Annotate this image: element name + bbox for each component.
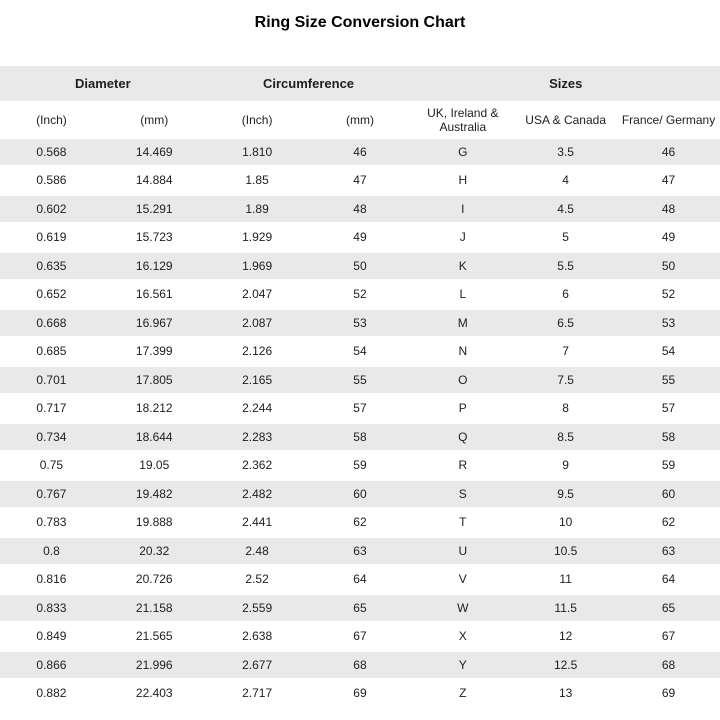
table-cell: V [411, 567, 514, 593]
table-row [0, 624, 720, 650]
table-cell: 58 [617, 424, 720, 450]
table-cell: 68 [309, 652, 412, 678]
column-header: France/ Germany [617, 104, 720, 136]
header-group-row [0, 66, 720, 101]
table-cell: 20.726 [103, 567, 206, 593]
table-cell: 2.047 [206, 282, 309, 308]
table-row [0, 396, 720, 422]
table-cell: 64 [309, 567, 412, 593]
table-cell: 3.5 [514, 139, 617, 165]
table-cell: 16.561 [103, 282, 206, 308]
table-row [0, 595, 720, 621]
table-cell: 49 [617, 225, 720, 251]
table-cell: T [411, 510, 514, 536]
table-cell: 10.5 [514, 538, 617, 564]
column-header: (Inch) [0, 104, 103, 136]
table-cell: 0.849 [0, 624, 103, 650]
table-cell: 57 [309, 396, 412, 422]
column-header: (Inch) [206, 104, 309, 136]
table-cell: 14.884 [103, 168, 206, 194]
table-cell: 5 [514, 225, 617, 251]
table-cell: X [411, 624, 514, 650]
table-cell: 55 [309, 367, 412, 393]
table-row [0, 567, 720, 593]
table-cell: 54 [309, 339, 412, 365]
table-cell: 10 [514, 510, 617, 536]
table-cell: K [411, 253, 514, 279]
table-cell: 52 [617, 282, 720, 308]
table-cell: 12.5 [514, 652, 617, 678]
table-cell: 68 [617, 652, 720, 678]
table-cell: 46 [309, 139, 412, 165]
table-cell: 0.602 [0, 196, 103, 222]
table-cell: J [411, 225, 514, 251]
table-cell: 64 [617, 567, 720, 593]
table-header [0, 66, 720, 136]
table-cell: 18.212 [103, 396, 206, 422]
table-cell: 0.783 [0, 510, 103, 536]
table-cell: 0.668 [0, 310, 103, 336]
table-cell: P [411, 396, 514, 422]
table-cell: 50 [617, 253, 720, 279]
table-cell: 0.586 [0, 168, 103, 194]
table-row [0, 168, 720, 194]
table-cell: 0.568 [0, 139, 103, 165]
table-cell: 15.723 [103, 225, 206, 251]
table-cell: 46 [617, 139, 720, 165]
table-cell: 0.8 [0, 538, 103, 564]
table-cell: 48 [617, 196, 720, 222]
table-cell: 4 [514, 168, 617, 194]
table-cell: 1.85 [206, 168, 309, 194]
table-cell: 2.717 [206, 681, 309, 707]
header-column-row [0, 104, 720, 136]
table-row [0, 510, 720, 536]
header-group-diameter: Diameter [0, 66, 206, 101]
table-cell: Z [411, 681, 514, 707]
table-cell: 8.5 [514, 424, 617, 450]
table-cell: 65 [617, 595, 720, 621]
table-cell: 57 [617, 396, 720, 422]
table-row [0, 453, 720, 479]
table-cell: 2.244 [206, 396, 309, 422]
table-cell: 0.734 [0, 424, 103, 450]
table-cell: 60 [309, 481, 412, 507]
table-row [0, 538, 720, 564]
table-cell: 1.969 [206, 253, 309, 279]
table-cell: 0.701 [0, 367, 103, 393]
table-cell: 5.5 [514, 253, 617, 279]
table-row [0, 681, 720, 707]
table-row [0, 481, 720, 507]
table-cell: 4.5 [514, 196, 617, 222]
table-cell: Y [411, 652, 514, 678]
table-cell: 49 [309, 225, 412, 251]
table-cell: 12 [514, 624, 617, 650]
table-cell: 47 [617, 168, 720, 194]
table-cell: W [411, 595, 514, 621]
table-cell: 60 [617, 481, 720, 507]
table-body [0, 139, 720, 706]
header-group-circumference: Circumference [206, 66, 412, 101]
table-cell: 20.32 [103, 538, 206, 564]
table-cell: 69 [309, 681, 412, 707]
table-cell: 2.559 [206, 595, 309, 621]
table-cell: 62 [617, 510, 720, 536]
table-cell: 0.866 [0, 652, 103, 678]
page-title: Ring Size Conversion Chart [254, 14, 466, 31]
table-cell: 69 [617, 681, 720, 707]
table-cell: 48 [309, 196, 412, 222]
table-cell: 16.129 [103, 253, 206, 279]
table-cell: 1.810 [206, 139, 309, 165]
table-cell: 2.677 [206, 652, 309, 678]
table-cell: 21.996 [103, 652, 206, 678]
table-cell: L [411, 282, 514, 308]
table-cell: 0.833 [0, 595, 103, 621]
table-cell: 11 [514, 567, 617, 593]
table-cell: 2.482 [206, 481, 309, 507]
table-row [0, 424, 720, 450]
table-cell: 0.767 [0, 481, 103, 507]
ring-size-conversion-table [0, 63, 720, 709]
table-cell: 0.75 [0, 453, 103, 479]
table-cell: 16.967 [103, 310, 206, 336]
table-cell: 19.888 [103, 510, 206, 536]
table-cell: Q [411, 424, 514, 450]
table-cell: 0.652 [0, 282, 103, 308]
table-cell: 21.158 [103, 595, 206, 621]
table-cell: 63 [309, 538, 412, 564]
table-cell: 22.403 [103, 681, 206, 707]
table-cell: 62 [309, 510, 412, 536]
table-cell: 8 [514, 396, 617, 422]
table-cell: 11.5 [514, 595, 617, 621]
table-cell: 7.5 [514, 367, 617, 393]
table-cell: 58 [309, 424, 412, 450]
table-cell: 2.52 [206, 567, 309, 593]
table-cell: 59 [309, 453, 412, 479]
table-row [0, 310, 720, 336]
table-cell: 0.635 [0, 253, 103, 279]
table-row [0, 196, 720, 222]
table-cell: O [411, 367, 514, 393]
table-cell: 0.882 [0, 681, 103, 707]
table-cell: 54 [617, 339, 720, 365]
table-cell: 9 [514, 453, 617, 479]
table-cell: 52 [309, 282, 412, 308]
table-cell: 15.291 [103, 196, 206, 222]
table-cell: 2.087 [206, 310, 309, 336]
table-cell: 2.441 [206, 510, 309, 536]
table-cell: 65 [309, 595, 412, 621]
table-row [0, 367, 720, 393]
table-cell: 2.48 [206, 538, 309, 564]
table-cell: 19.482 [103, 481, 206, 507]
table-cell: I [411, 196, 514, 222]
table-cell: 1.929 [206, 225, 309, 251]
table-cell: 9.5 [514, 481, 617, 507]
table-cell: 14.469 [103, 139, 206, 165]
table-row [0, 139, 720, 165]
table-row [0, 282, 720, 308]
table-cell: 53 [617, 310, 720, 336]
table-row [0, 652, 720, 678]
table-cell: 2.362 [206, 453, 309, 479]
table-cell: 47 [309, 168, 412, 194]
table-cell: 13 [514, 681, 617, 707]
table-cell: 19.05 [103, 453, 206, 479]
table-cell: 2.165 [206, 367, 309, 393]
table-cell: 17.805 [103, 367, 206, 393]
table-cell: 55 [617, 367, 720, 393]
table-cell: 17.399 [103, 339, 206, 365]
table-cell: 18.644 [103, 424, 206, 450]
table-cell: 0.717 [0, 396, 103, 422]
table-row [0, 253, 720, 279]
table-cell: G [411, 139, 514, 165]
header-group-sizes: Sizes [411, 66, 720, 101]
table-cell: 0.685 [0, 339, 103, 365]
table-cell: 67 [617, 624, 720, 650]
table-cell: 6.5 [514, 310, 617, 336]
table-cell: 6 [514, 282, 617, 308]
table-cell: 2.126 [206, 339, 309, 365]
table-cell: 50 [309, 253, 412, 279]
table-cell: S [411, 481, 514, 507]
table-cell: 2.283 [206, 424, 309, 450]
table-cell: R [411, 453, 514, 479]
table-row [0, 339, 720, 365]
table-cell: 63 [617, 538, 720, 564]
column-header: USA & Canada [514, 104, 617, 136]
table-cell: U [411, 538, 514, 564]
table-cell: 59 [617, 453, 720, 479]
table-cell: 2.638 [206, 624, 309, 650]
table-cell: 0.816 [0, 567, 103, 593]
table-cell: N [411, 339, 514, 365]
table-cell: 53 [309, 310, 412, 336]
table-cell: 7 [514, 339, 617, 365]
table-cell: H [411, 168, 514, 194]
table-row [0, 225, 720, 251]
table-cell: 67 [309, 624, 412, 650]
table-cell: M [411, 310, 514, 336]
table-cell: 0.619 [0, 225, 103, 251]
column-header: (mm) [309, 104, 412, 136]
column-header: UK, Ireland & Australia [411, 104, 514, 136]
table-cell: 1.89 [206, 196, 309, 222]
table-cell: 21.565 [103, 624, 206, 650]
column-header: (mm) [103, 104, 206, 136]
